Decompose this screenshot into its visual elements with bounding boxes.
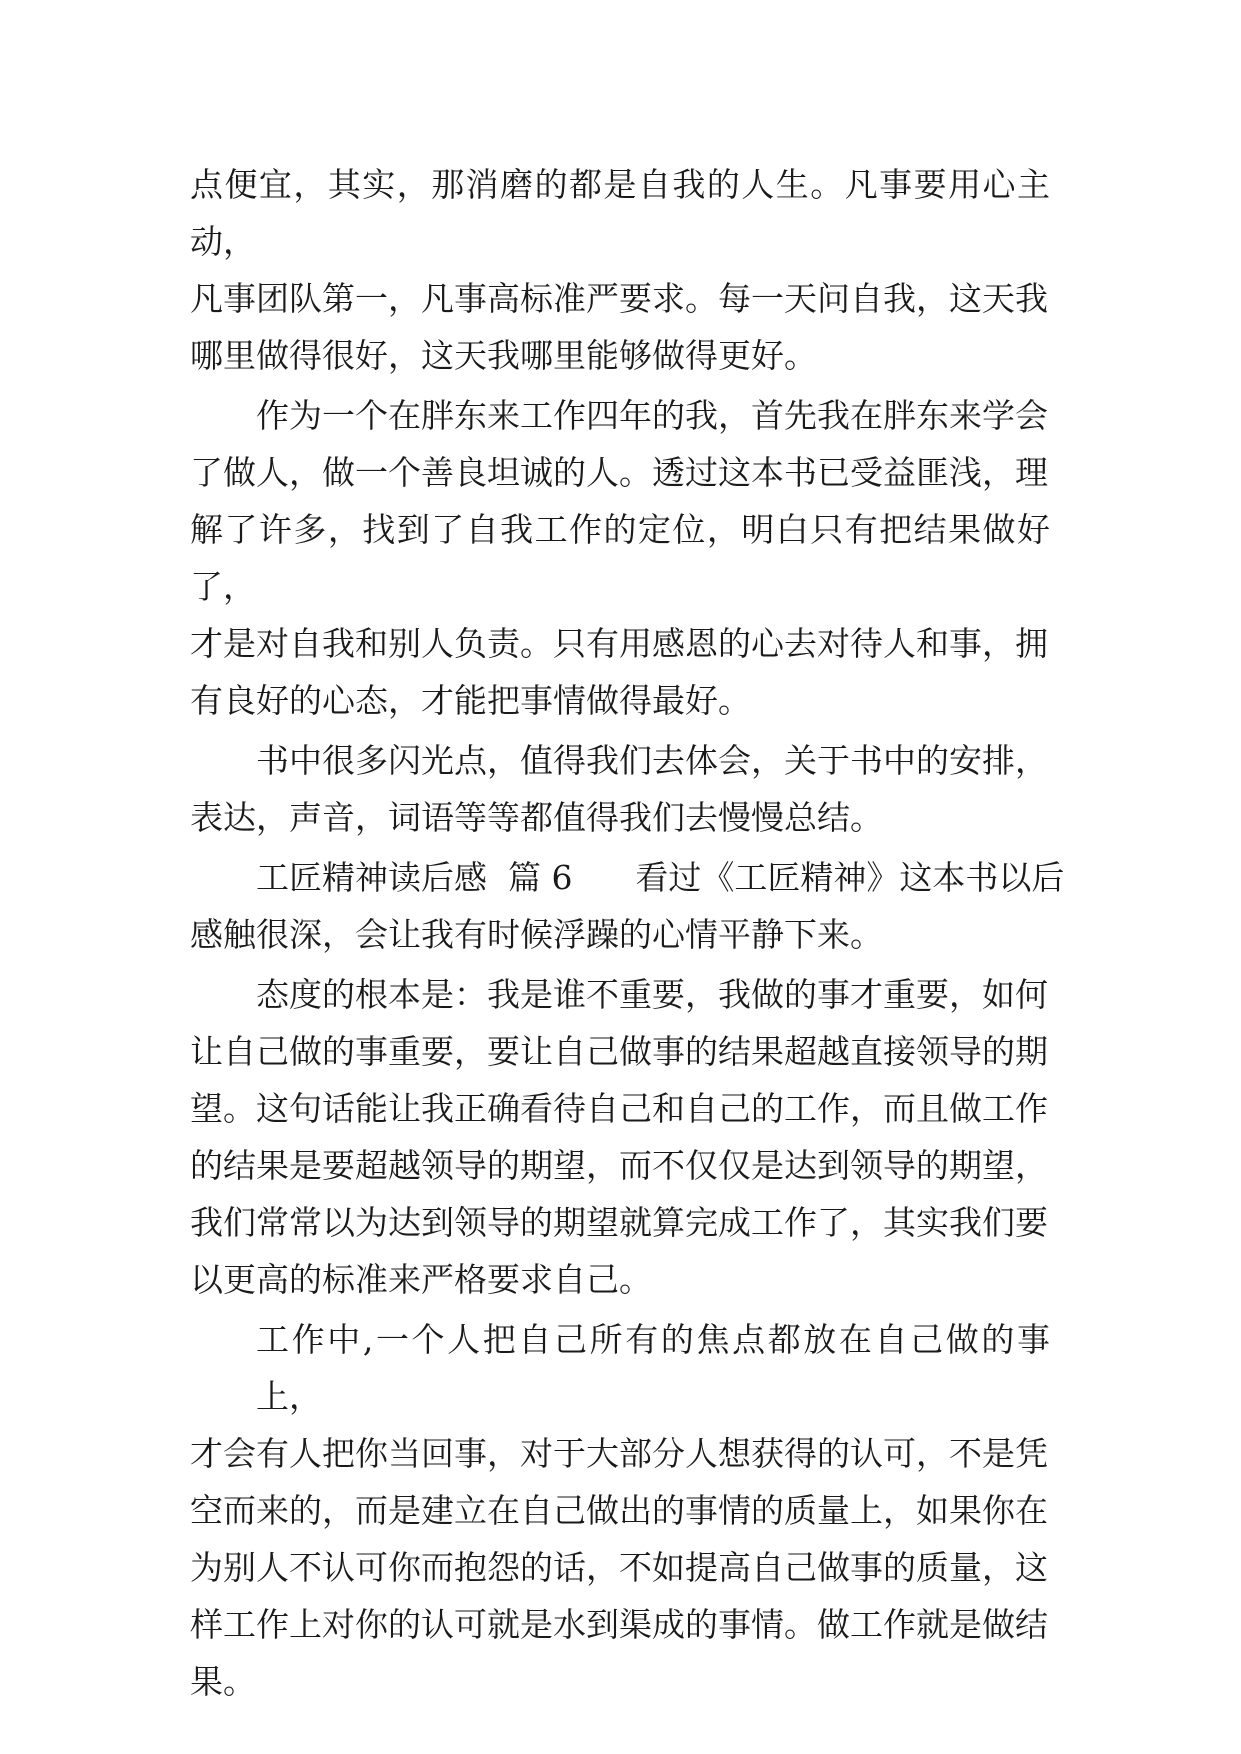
paragraph-work-experience: [190, 387, 1050, 729]
text-line: 点便宜，其实，那消磨的都是自我的人生。凡事要用心主动，: [190, 165, 1050, 261]
document-page: [190, 156, 1065, 1713]
text-line: 哪里做得很好，这天我哪里能够做得更好。: [190, 336, 817, 375]
text-line: 样工作上对你的认可就是水到渠成的事情。做工作就是做结: [190, 1605, 1048, 1644]
text-line: 作为一个在胖东来工作四年的我，首先我在胖东来学会: [256, 396, 1048, 435]
text-line: 有良好的心态，才能把事情做得最好。: [190, 681, 751, 720]
paragraph-continuation: [190, 156, 1050, 384]
text-line: 果。: [190, 1662, 256, 1701]
text-line: 我们常常以为达到领导的期望就算完成工作了，其实我们要: [190, 1203, 1048, 1242]
text-line: 以更高的标准来严格要求自己。: [190, 1260, 652, 1299]
paragraph-attitude: [190, 966, 1050, 1308]
text-line: 工作中,一个人把自己所有的焦点都放在自己做的事上，: [256, 1320, 1050, 1416]
text-line: 解了许多，找到了自我工作的定位，明白只有把结果做好了，: [190, 510, 1050, 606]
text-line: 书中很多闪光点，值得我们去体会，关于书中的安排，: [256, 741, 1048, 780]
text-line: 表达，声音，词语等等都值得我们去慢慢总结。: [190, 798, 883, 837]
paragraph-highlights: [190, 732, 1050, 846]
text-line: 态度的根本是：我是谁不重要，我做的事才重要，如何: [256, 975, 1048, 1014]
text-line: 凡事团队第一，凡事高标准严要求。每一天问自我，这天我: [190, 279, 1048, 318]
text-line: 的结果是要超越领导的期望，而不仅仅是达到领导的期望，: [190, 1146, 1048, 1185]
paragraph-section-heading: [190, 849, 1065, 963]
text-line: 让自己做的事重要，要让自己做事的结果超越直接领导的期: [190, 1032, 1048, 1071]
text-line: 感触很深，会让我有时候浮躁的心情平静下来。: [190, 915, 883, 954]
text-line: 才会有人把你当回事，对于大部分人想获得的认可，不是凭: [190, 1434, 1048, 1473]
text-line: 了做人，做一个善良坦诚的人。透过这本书已受益匪浅，理: [190, 453, 1048, 492]
text-line: 望。这句话能让我正确看待自己和自己的工作，而且做工作: [190, 1089, 1048, 1128]
text-line: 为别人不认可你而抱怨的话，不如提高自己做事的质量，这: [190, 1548, 1048, 1587]
paragraph-focus: [190, 1311, 1050, 1710]
text-line: 才是对自我和别人负责。只有用感恩的心去对待人和事，拥: [190, 624, 1048, 663]
text-line: 空而来的，而是建立在自己做出的事情的质量上，如果你在: [190, 1491, 1048, 1530]
section-heading-line: 工匠精神读后感 篇 6 看过《工匠精神》这本书以后: [256, 858, 1065, 897]
